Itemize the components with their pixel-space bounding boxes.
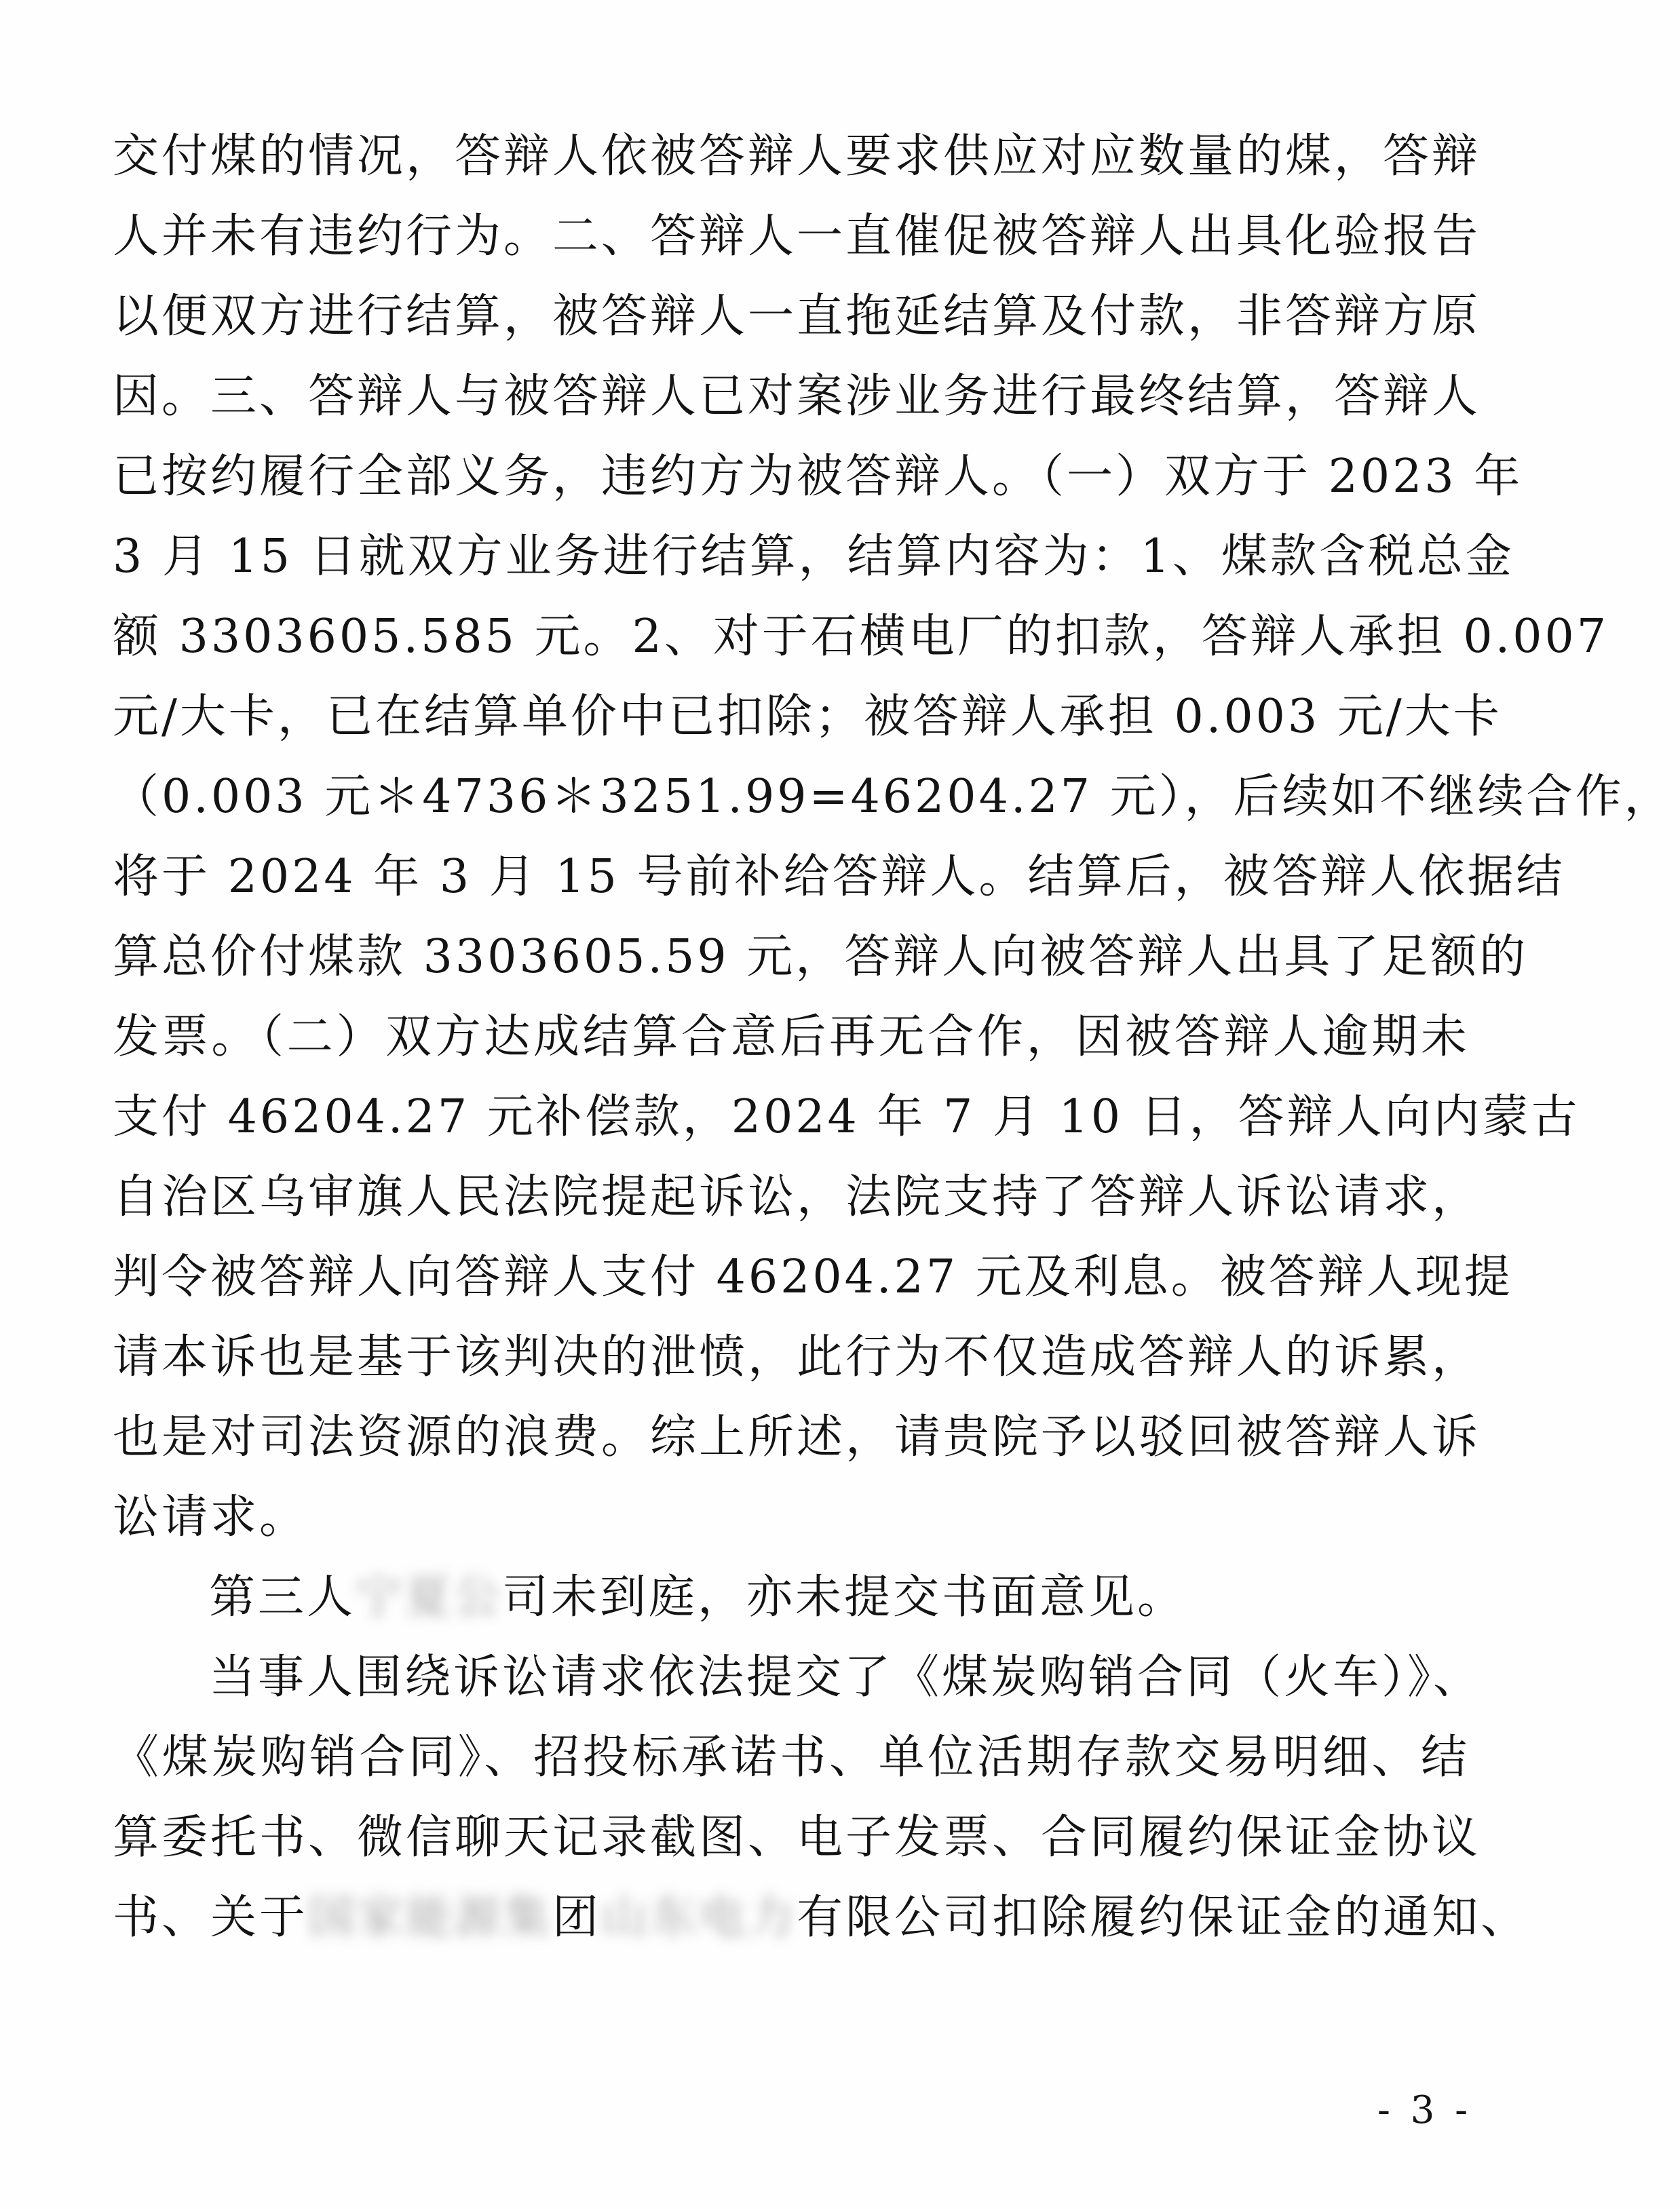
- redacted-company-name: 国家能源集: [308, 1891, 553, 1944]
- text-line: 因。三、答辩人与被答辩人已对案涉业务进行最终结算，答辩人: [113, 370, 1481, 423]
- text-line: 以便双方进行结算，被答辩人一直拖延结算及付款，非答辩方原: [113, 290, 1481, 343]
- last-line-middle: 团: [552, 1891, 602, 1944]
- text-line: 3 月 15 日就双方业务进行结算，结算内容为：1、煤款含税总金: [113, 530, 1514, 583]
- text-line: 请本诉也是基于该判决的泄愤，此行为不仅造成答辩人的诉累，: [113, 1330, 1481, 1384]
- text-line: （0.003 元＊4736＊3251.99=46204.27 元），后续如不继续合作，: [113, 770, 1673, 824]
- text-line: 判令被答辩人向答辩人支付 46204.27 元及利息。被答辩人现提: [113, 1250, 1513, 1304]
- text-line: 发票。（二）双方达成结算合意后再无合作，因被答辩人逾期未: [113, 1010, 1470, 1064]
- third-party-suffix: 司未到庭，亦未提交书面意见。: [502, 1571, 1187, 1624]
- text-line: 额 3303605.585 元。2、对于石横电厂的扣款，答辩人承担 0.007: [113, 610, 1609, 664]
- text-line: 已按约履行全部义务，违约方为被答辩人。（一）双方于 2023 年: [113, 450, 1523, 503]
- document-body: [113, 117, 1673, 1958]
- text-line: 交付煤的情况，答辩人依被答辩人要求供应对应数量的煤，答辩: [113, 130, 1481, 183]
- text-line: 也是对司法资源的浪费。综上所述，请贵院予以驳回被答辩人诉: [113, 1410, 1481, 1464]
- page-number: - 3 -: [1377, 2088, 1472, 2132]
- last-line-suffix: 有限公司扣除履约保证金的通知、: [797, 1891, 1530, 1944]
- text-line: 自治区乌审旗人民法院提起诉讼，法院支持了答辩人诉讼请求，: [113, 1170, 1481, 1224]
- third-party-prefix: 第三人: [209, 1571, 356, 1624]
- text-line: 讼请求。: [113, 1491, 309, 1544]
- text-line: 算总价付煤款 3303605.59 元，答辩人向被答辩人出具了足额的: [113, 930, 1529, 984]
- text-line: 元/大卡，已在结算单价中已扣除；被答辩人承担 0.003 元/大卡: [113, 690, 1502, 744]
- third-party-paragraph: [113, 1558, 1470, 1638]
- text-line: 人并未有违约行为。二、答辩人一直催促被答辩人出具化验报告: [113, 210, 1481, 263]
- redacted-company-name-2: 山东电力: [601, 1891, 797, 1944]
- redacted-party-name: 宁夏公: [356, 1571, 503, 1624]
- evidence-last-line: [113, 1878, 1530, 1958]
- evidence-line: 当事人围绕诉讼请求依法提交了《煤炭购销合同（火车）》、: [209, 1651, 1483, 1704]
- evidence-line: 算委托书、微信聊天记录截图、电子发票、合同履约保证金协议: [113, 1811, 1481, 1864]
- evidence-line: 《煤炭购销合同》、招投标承诺书、单位活期存款交易明细、结: [113, 1731, 1470, 1784]
- text-line: 将于 2024 年 3 月 15 号前补给答辩人。结算后，被答辩人依据结: [113, 850, 1565, 904]
- last-line-prefix: 书、关于: [113, 1891, 309, 1944]
- text-line: 支付 46204.27 元补偿款，2024 年 7 月 10 日，答辩人向内蒙古: [113, 1090, 1580, 1144]
